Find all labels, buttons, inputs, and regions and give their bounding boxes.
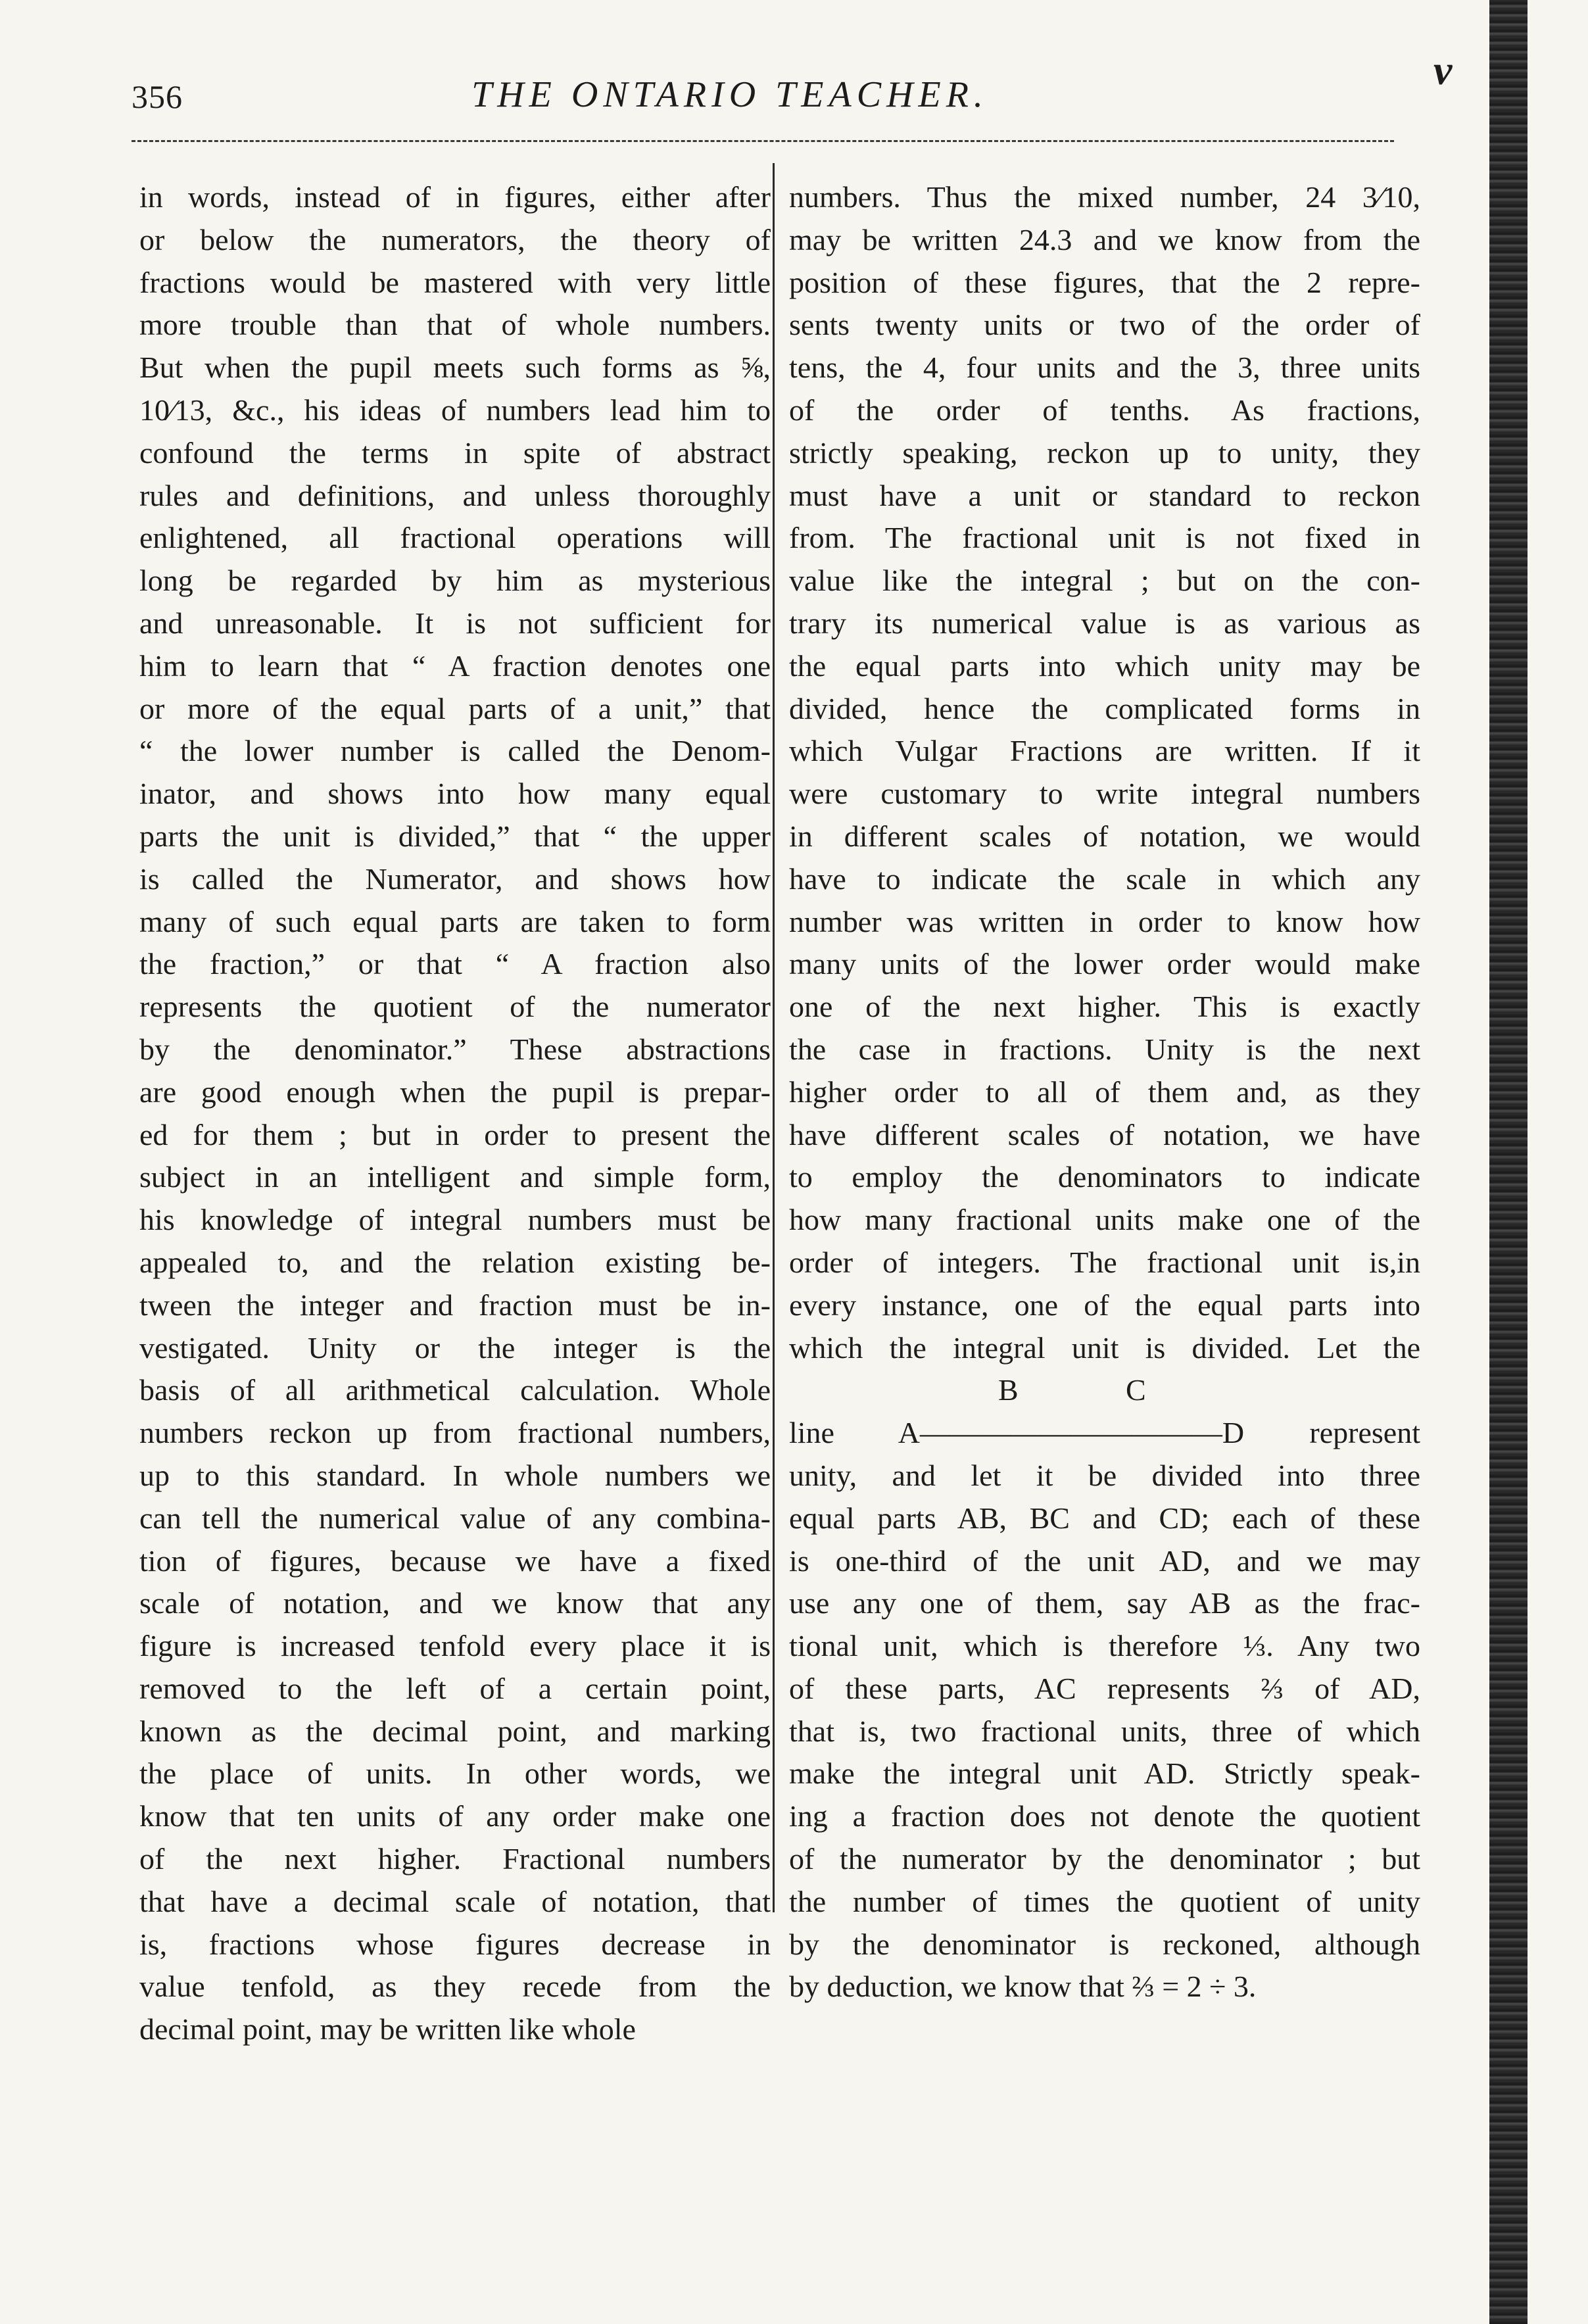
text-line: removed to the left of a certain point, [139,1671,771,1705]
text-line: fractions would be mastered with very little [139,265,771,299]
text-line: “ the lower number is called the Denom- [139,734,771,768]
text-line: of the order of tenths. As fractions, [789,393,1420,427]
text-line: that have a decimal scale of notation, that [139,1884,771,1918]
text-line: by the denominator.” These abstractions [139,1032,771,1066]
text-line: numbers reckon up from fractional numbers, [139,1416,771,1450]
text-line: parts the unit is divided,” that “ the upper [139,819,771,853]
text-line: of the next higher. Fractional numbers [139,1842,771,1876]
text-line: or more of the equal parts of a unit,” that [139,691,771,725]
text-line: number was written in order to know how [789,904,1420,938]
text-line: are good enough when the pupil is prepar- [139,1075,771,1109]
text-line: the number of times the quotient of unity [789,1884,1420,1918]
text-line: strictly speaking, reckon up to unity, they [789,435,1420,470]
text-line: many of such equal parts are taken to form [139,904,771,938]
text-line: the equal parts into which unity may be [789,648,1420,683]
text-line: of these parts, AC represents ⅔ of AD, [789,1671,1420,1705]
text-line: sents twenty units or two of the order of [789,308,1420,342]
text-line: in words, instead of in figures, either after [139,180,771,214]
text-line: vestigated. Unity or the integer is the [139,1330,771,1365]
text-line: how many fractional units make one of the [789,1203,1420,1237]
text-line: must have a unit or standard to reckon [789,478,1420,512]
text-line: the case in fractions. Unity is the next [789,1032,1420,1066]
running-title: THE ONTARIO TEACHER. [471,74,988,115]
text-line: is, fractions whose figures decrease in [139,1927,771,1961]
text-line: numbers. Thus the mixed number, 24 3⁄10, [789,180,1420,214]
text-line: the fraction,” or that “ A fraction also [139,947,771,981]
text-line: But when the pupil meets such forms as ⅝, [139,351,771,385]
text-line: known as the decimal point, and marking [139,1714,771,1748]
text-line: may be written 24.3 and we know from the [789,222,1420,256]
text-line: ing a fraction does not denote the quotient [789,1799,1420,1833]
text-line: to employ the denominators to indicate [789,1160,1420,1194]
text-line: every instance, one of the equal parts into [789,1288,1420,1322]
text-line: equal parts AB, BC and CD; each of these [789,1501,1420,1535]
binding-edge [1489,0,1528,2324]
text-line: unity, and let it be divided into three [789,1458,1420,1492]
text-line: one of the next higher. This is exactly [789,990,1420,1024]
text-line: ed for them ; but in order to present the [139,1117,771,1151]
text-line: order of integers. The fractional unit is,in [789,1245,1420,1279]
text-line: confound the terms in spite of abstract [139,435,771,470]
text-line: him to learn that “ A fraction denotes one [139,648,771,683]
text-line: divided, hence the complicated forms in [789,691,1420,725]
text-line: of the numerator by the denominator ; but [789,1842,1420,1876]
text-line: represents the quotient of the numerator [139,990,771,1024]
text-line: the place of units. In other words, we [139,1756,771,1791]
page-number: 356 [132,78,183,115]
text-line: subject in an intelligent and simple form, [139,1160,771,1194]
text-line: in different scales of notation, we would [789,819,1420,853]
text-line: were customary to write integral numbers [789,777,1420,811]
text-line: value tenfold, as they recede from the [139,1970,771,2004]
header-rule [132,140,1394,142]
text-line: make the integral unit AD. Strictly speak- [789,1756,1420,1791]
text-line: use any one of them, say AB as the frac- [789,1586,1420,1620]
text-line: up to this standard. In whole numbers we [139,1458,771,1492]
text-line: scale of notation, and we know that any [139,1586,771,1620]
text-line: and unreasonable. It is not sufficient for [139,606,771,640]
text-line: which Vulgar Fractions are written. If it [789,734,1420,768]
text-line: long be regarded by him as mysterious [139,564,771,598]
text-line: have to indicate the scale in which any [789,861,1420,896]
text-line: tween the integer and fraction must be in- [139,1288,771,1322]
text-line: decimal point, may be written like whole [139,2012,636,2046]
text-line: value like the integral ; but on the con- [789,564,1420,598]
text-line: appealed to, and the relation existing be- [139,1245,771,1279]
right-column-bottom [789,1455,1420,2008]
text-line: or below the numerators, the theory of [139,222,771,256]
text-line: have different scales of notation, we have [789,1117,1420,1151]
text-line: trary its numerical value is as various as [789,606,1420,640]
text-line: tion of figures, because we have a fixed [139,1543,771,1578]
text-line: is called the Numerator, and shows how [139,861,771,896]
text-line: rules and definitions, and unless thoroughly [139,478,771,512]
text-line: basis of all arithmetical calculation. Whole [139,1373,771,1407]
text-line: can tell the numerical value of any combina- [139,1501,771,1535]
text-line: figure is increased tenfold every place it is [139,1629,771,1663]
margin-check-mark: ν [1433,47,1453,93]
diagram-label-b: B [998,1373,1019,1407]
text-line: by the denominator is reckoned, although [789,1927,1420,1961]
right-column [789,176,1420,2008]
text-line: position of these figures, that the 2 repre- [789,265,1420,299]
text-line: inator, and shows into how many equal [139,777,771,811]
diagram-line: line A——————————D represent [789,1416,1420,1450]
text-line: tens, the 4, four units and the 3, three units [789,351,1420,385]
column-divider [773,163,775,1912]
text-line: enlightened, all fractional operations will [139,521,771,555]
text-line: many units of the lower order would make [789,947,1420,981]
text-line: more trouble than that of whole numbers. [139,308,771,342]
text-line: 10⁄13, &c., his ideas of numbers lead him to [139,393,771,427]
text-line: by deduction, we know that ⅔ = 2 ÷ 3. [789,1970,1257,2004]
diagram-label-c: C [1126,1373,1146,1407]
diagram-labels [789,1369,1420,1412]
text-line: that is, two fractional units, three of which [789,1714,1420,1748]
left-column [139,176,771,2051]
text-line: which the integral unit is divided. Let the [789,1330,1420,1365]
text-line: higher order to all of them and, as they [789,1075,1420,1109]
text-line: his knowledge of integral numbers must be [139,1203,771,1237]
text-line: is one-third of the unit AD, and we may [789,1543,1420,1578]
text-line: tional unit, which is therefore ⅓. Any two [789,1629,1420,1663]
text-line: from. The fractional unit is not fixed in [789,521,1420,555]
right-column-top [789,176,1420,1369]
text-line: know that ten units of any order make one [139,1799,771,1833]
